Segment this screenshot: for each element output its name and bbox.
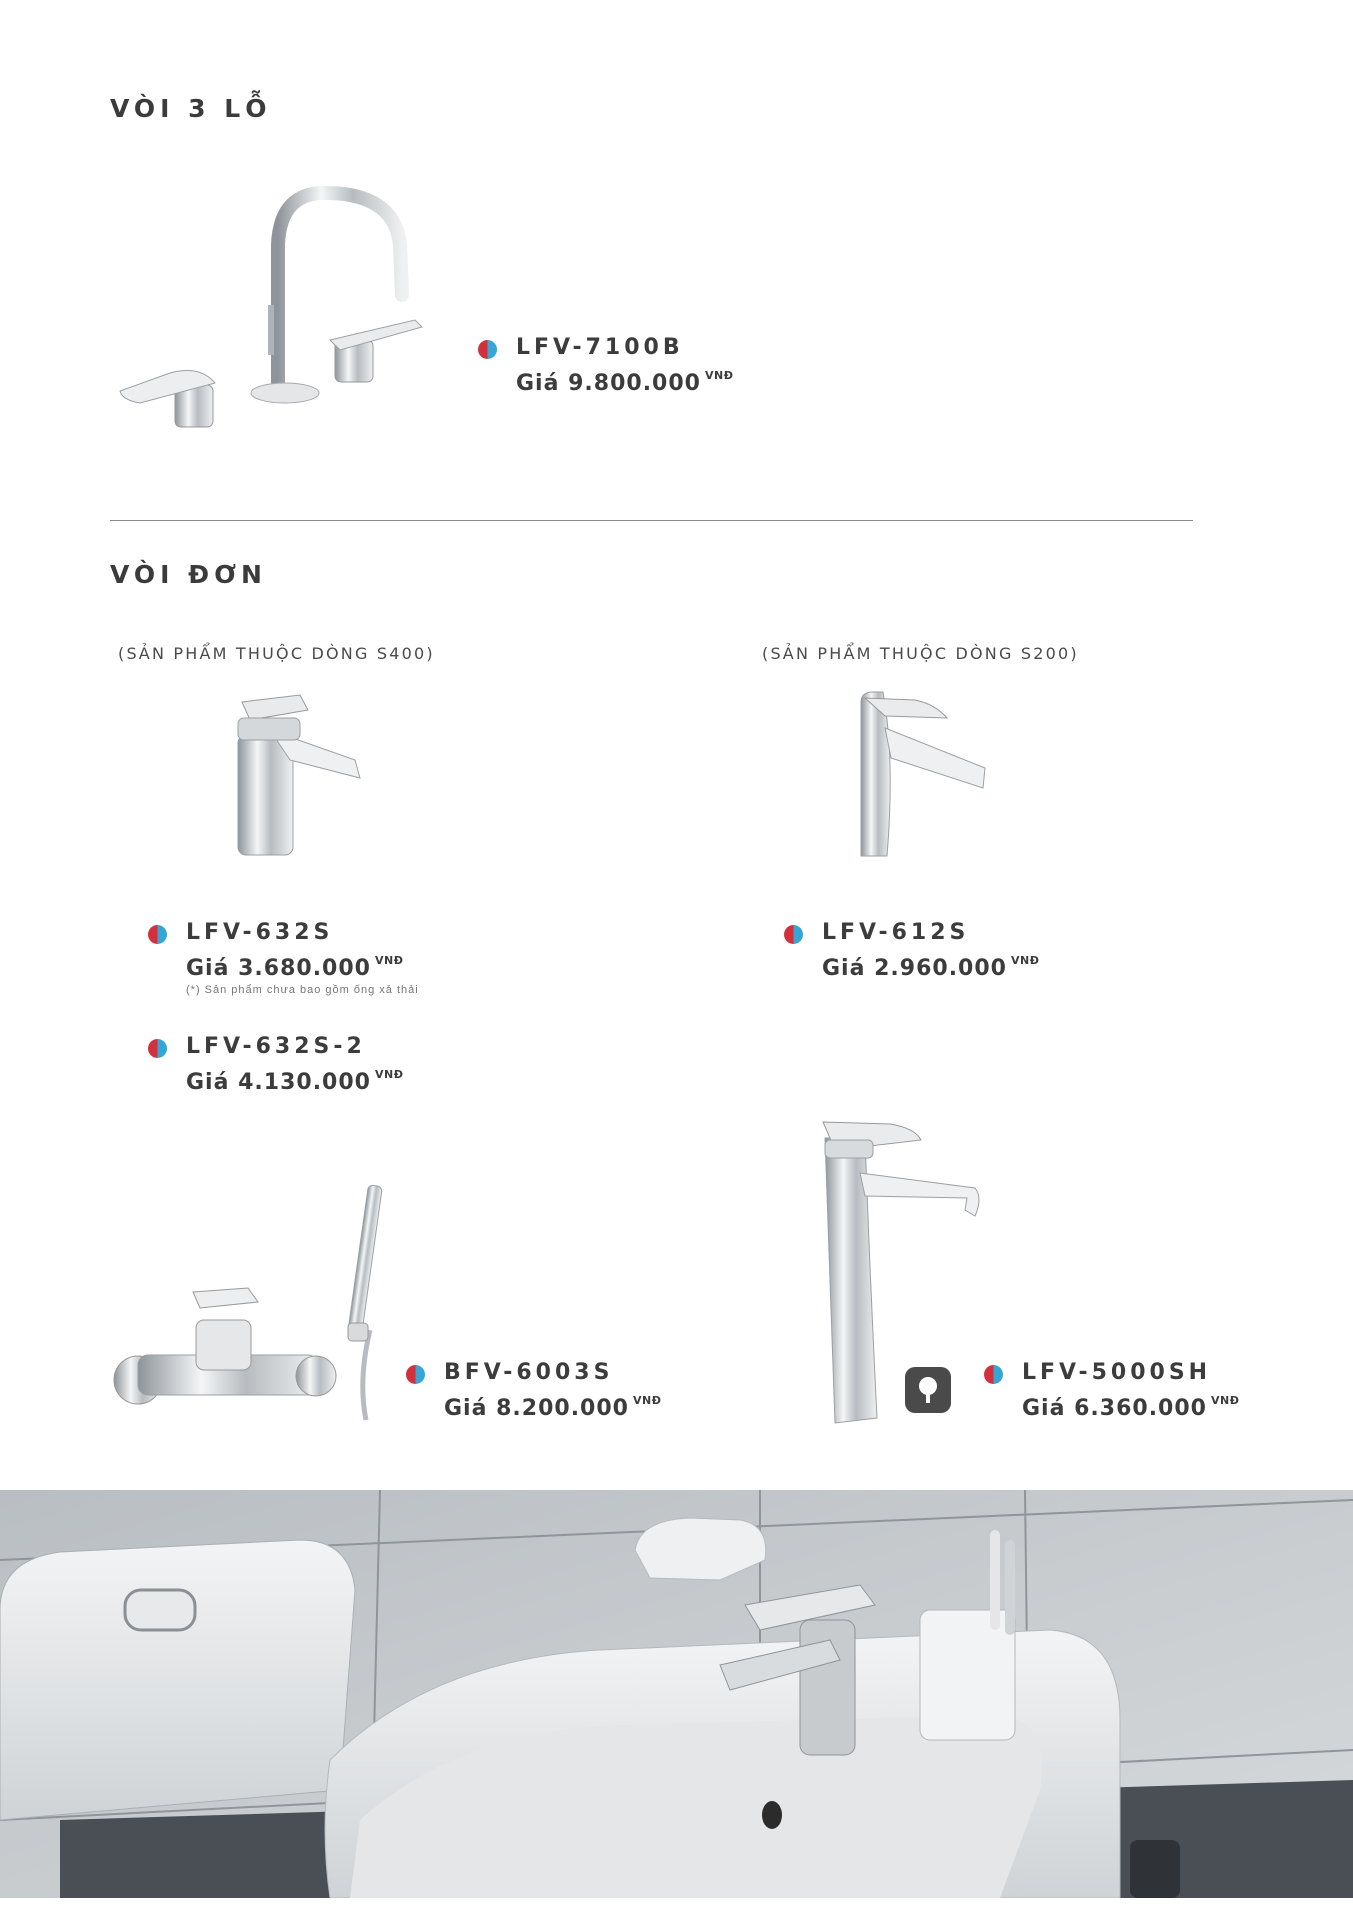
product-price: Giá 3.680.000 $^{VNĐ}$	[186, 954, 404, 981]
hot-cold-icon	[148, 925, 167, 944]
section-title-three-hole: VÒI 3 LỖ	[110, 94, 272, 123]
product-code: BFV-6003S	[444, 1360, 614, 1385]
section-title-single: VÒI ĐƠN	[110, 560, 267, 589]
product-code: LFV-632S	[186, 920, 334, 945]
product-code: LFV-612S	[822, 920, 970, 945]
tall-basin-mixer-image	[815, 1118, 985, 1428]
product-footnote: (*) Sản phẩm chưa bao gồm ống xả thải	[186, 984, 419, 996]
series-note-s200: (SẢN PHẨM THUỘC DÒNG S200)	[762, 644, 1079, 663]
hot-cold-icon	[148, 1039, 167, 1058]
basin-mixer-s200-image	[855, 688, 995, 858]
product-price: Giá 6.360.000 $^{VNĐ}$	[1022, 1394, 1240, 1421]
hot-cold-icon	[784, 925, 803, 944]
product-price: Giá 2.960.000 $^{VNĐ}$	[822, 954, 1040, 981]
hot-cold-icon	[478, 340, 497, 359]
hot-cold-icon	[984, 1365, 1003, 1384]
tall-basin-badge-icon	[905, 1367, 951, 1413]
product-code: LFV-632S-2	[186, 1034, 366, 1059]
product-price: Giá 9.800.000 $^{VNĐ}$	[516, 369, 734, 396]
product-code: LFV-5000SH	[1022, 1360, 1212, 1385]
section-divider	[110, 520, 1193, 521]
product-price: Giá 8.200.000 $^{VNĐ}$	[444, 1394, 662, 1421]
product-price: Giá 4.130.000 $^{VNĐ}$	[186, 1068, 404, 1095]
hot-cold-icon	[406, 1365, 425, 1384]
bath-shower-mixer-image	[108, 1180, 428, 1425]
basin-mixer-s400-image	[230, 690, 370, 860]
series-note-s400: (SẢN PHẨM THUỘC DÒNG S400)	[118, 644, 435, 663]
three-hole-faucet-image	[110, 185, 430, 445]
bathroom-photo	[0, 1490, 1353, 1898]
product-code: LFV-7100B	[516, 335, 684, 360]
